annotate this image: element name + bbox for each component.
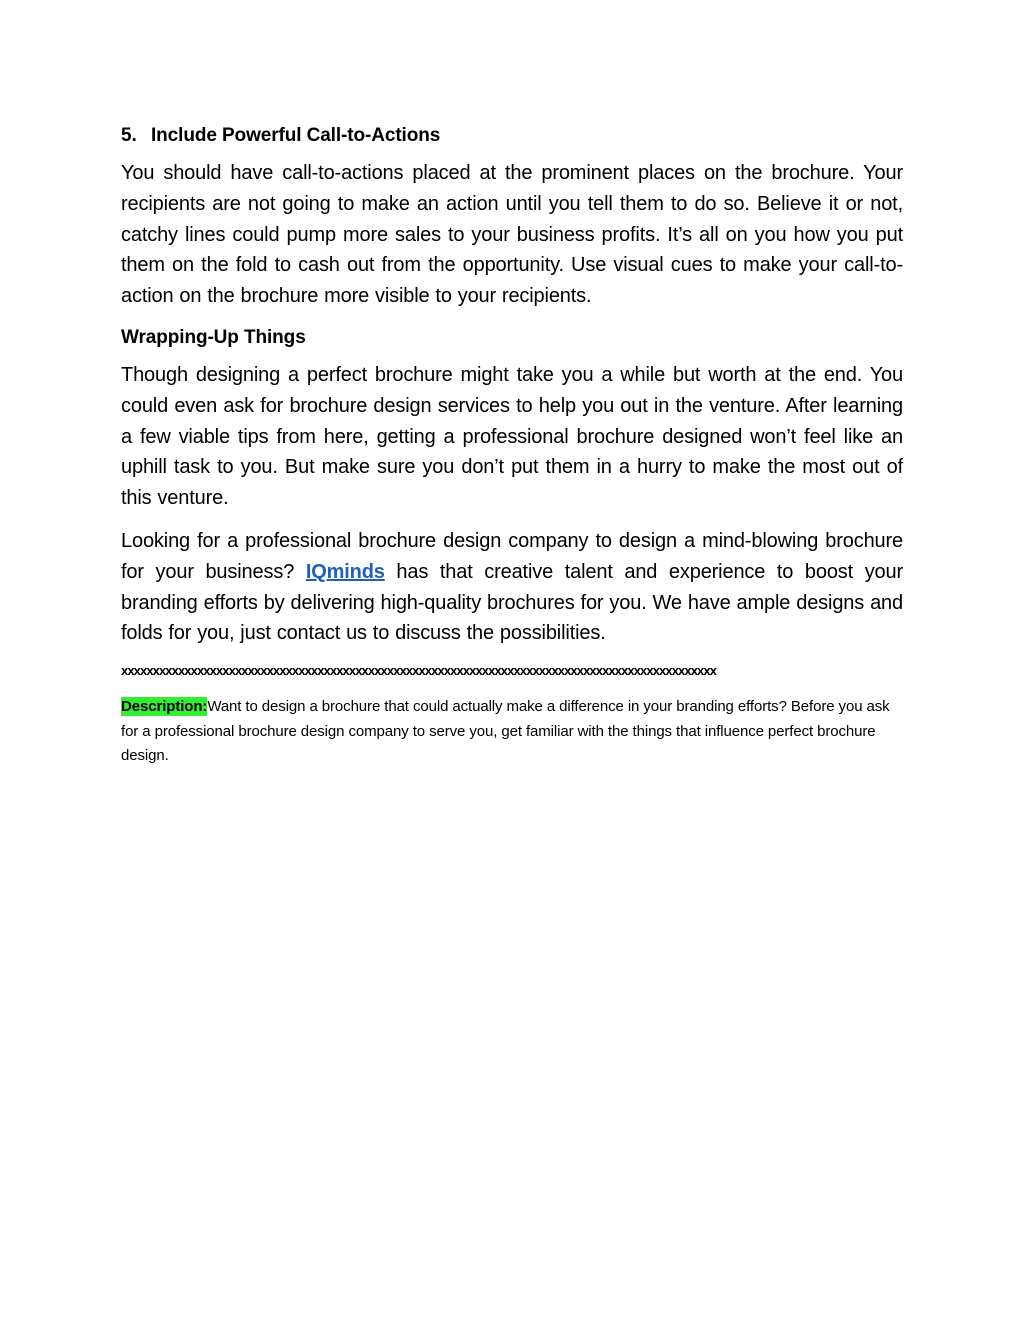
contact-text-after-link: has that creative talent and experience to boost your branding efforts by delivering high-quality brochures for you. We have ample designs and folds for you, just contact us to discuss the possibilities. [121, 560, 904, 645]
description-block [121, 695, 891, 769]
paragraph-wrapping-up: Though designing a perfect brochure might take you a while but worth at the end. You could even ask for brochure design services to help you out in the venture. After learning a few viable tips from here, getting a professional brochure designed won’t feel like an uphill task to you. But make sure you don’t put them in a hurry to make the most out of this venture. [121, 363, 903, 510]
section-number: 5. [121, 125, 137, 146]
description-label: Description: [121, 698, 208, 716]
page-content [121, 122, 903, 769]
paragraph-contact [121, 526, 903, 649]
section-heading-wrapping-up: Wrapping-Up Things [121, 326, 306, 348]
description-text: Want to design a brochure that could actually make a difference in your branding efforts? Before you ask for a professional brochure design company to serve you, get familiar with the things that influence perfect brochure design. [121, 698, 890, 765]
separator-line: xxxxxxxxxxxxxxxxxxxxxxxxxxxxxxxxxxxxxxxxxxxxxxxxxxxxxxxxxxxxxxxxxxxxxxxxxxxxxxxxxxxxxxxxxxxxxx [121, 663, 717, 679]
paragraph-call-to-actions: You should have call-to-actions placed at the prominent places on the brochure. Your recipients are not going to make an action until you tell them to do so. Believe it or not, catchy lines could pump more sales to your business profits. It’s all on you how you put them on the fold to cash out from the opportunity. Use visual cues to make your call-to-action on the brochure more visible to your recipients. [121, 162, 903, 308]
contact-text-before-link: Looking for a professional brochure design company to design a mind-blowing brochure for your business? [121, 529, 903, 583]
section-title: Include Powerful Call-to-Actions [151, 125, 441, 146]
section-heading-call-to-actions [121, 122, 903, 150]
iqminds-link[interactable]: IQminds [305, 560, 385, 583]
